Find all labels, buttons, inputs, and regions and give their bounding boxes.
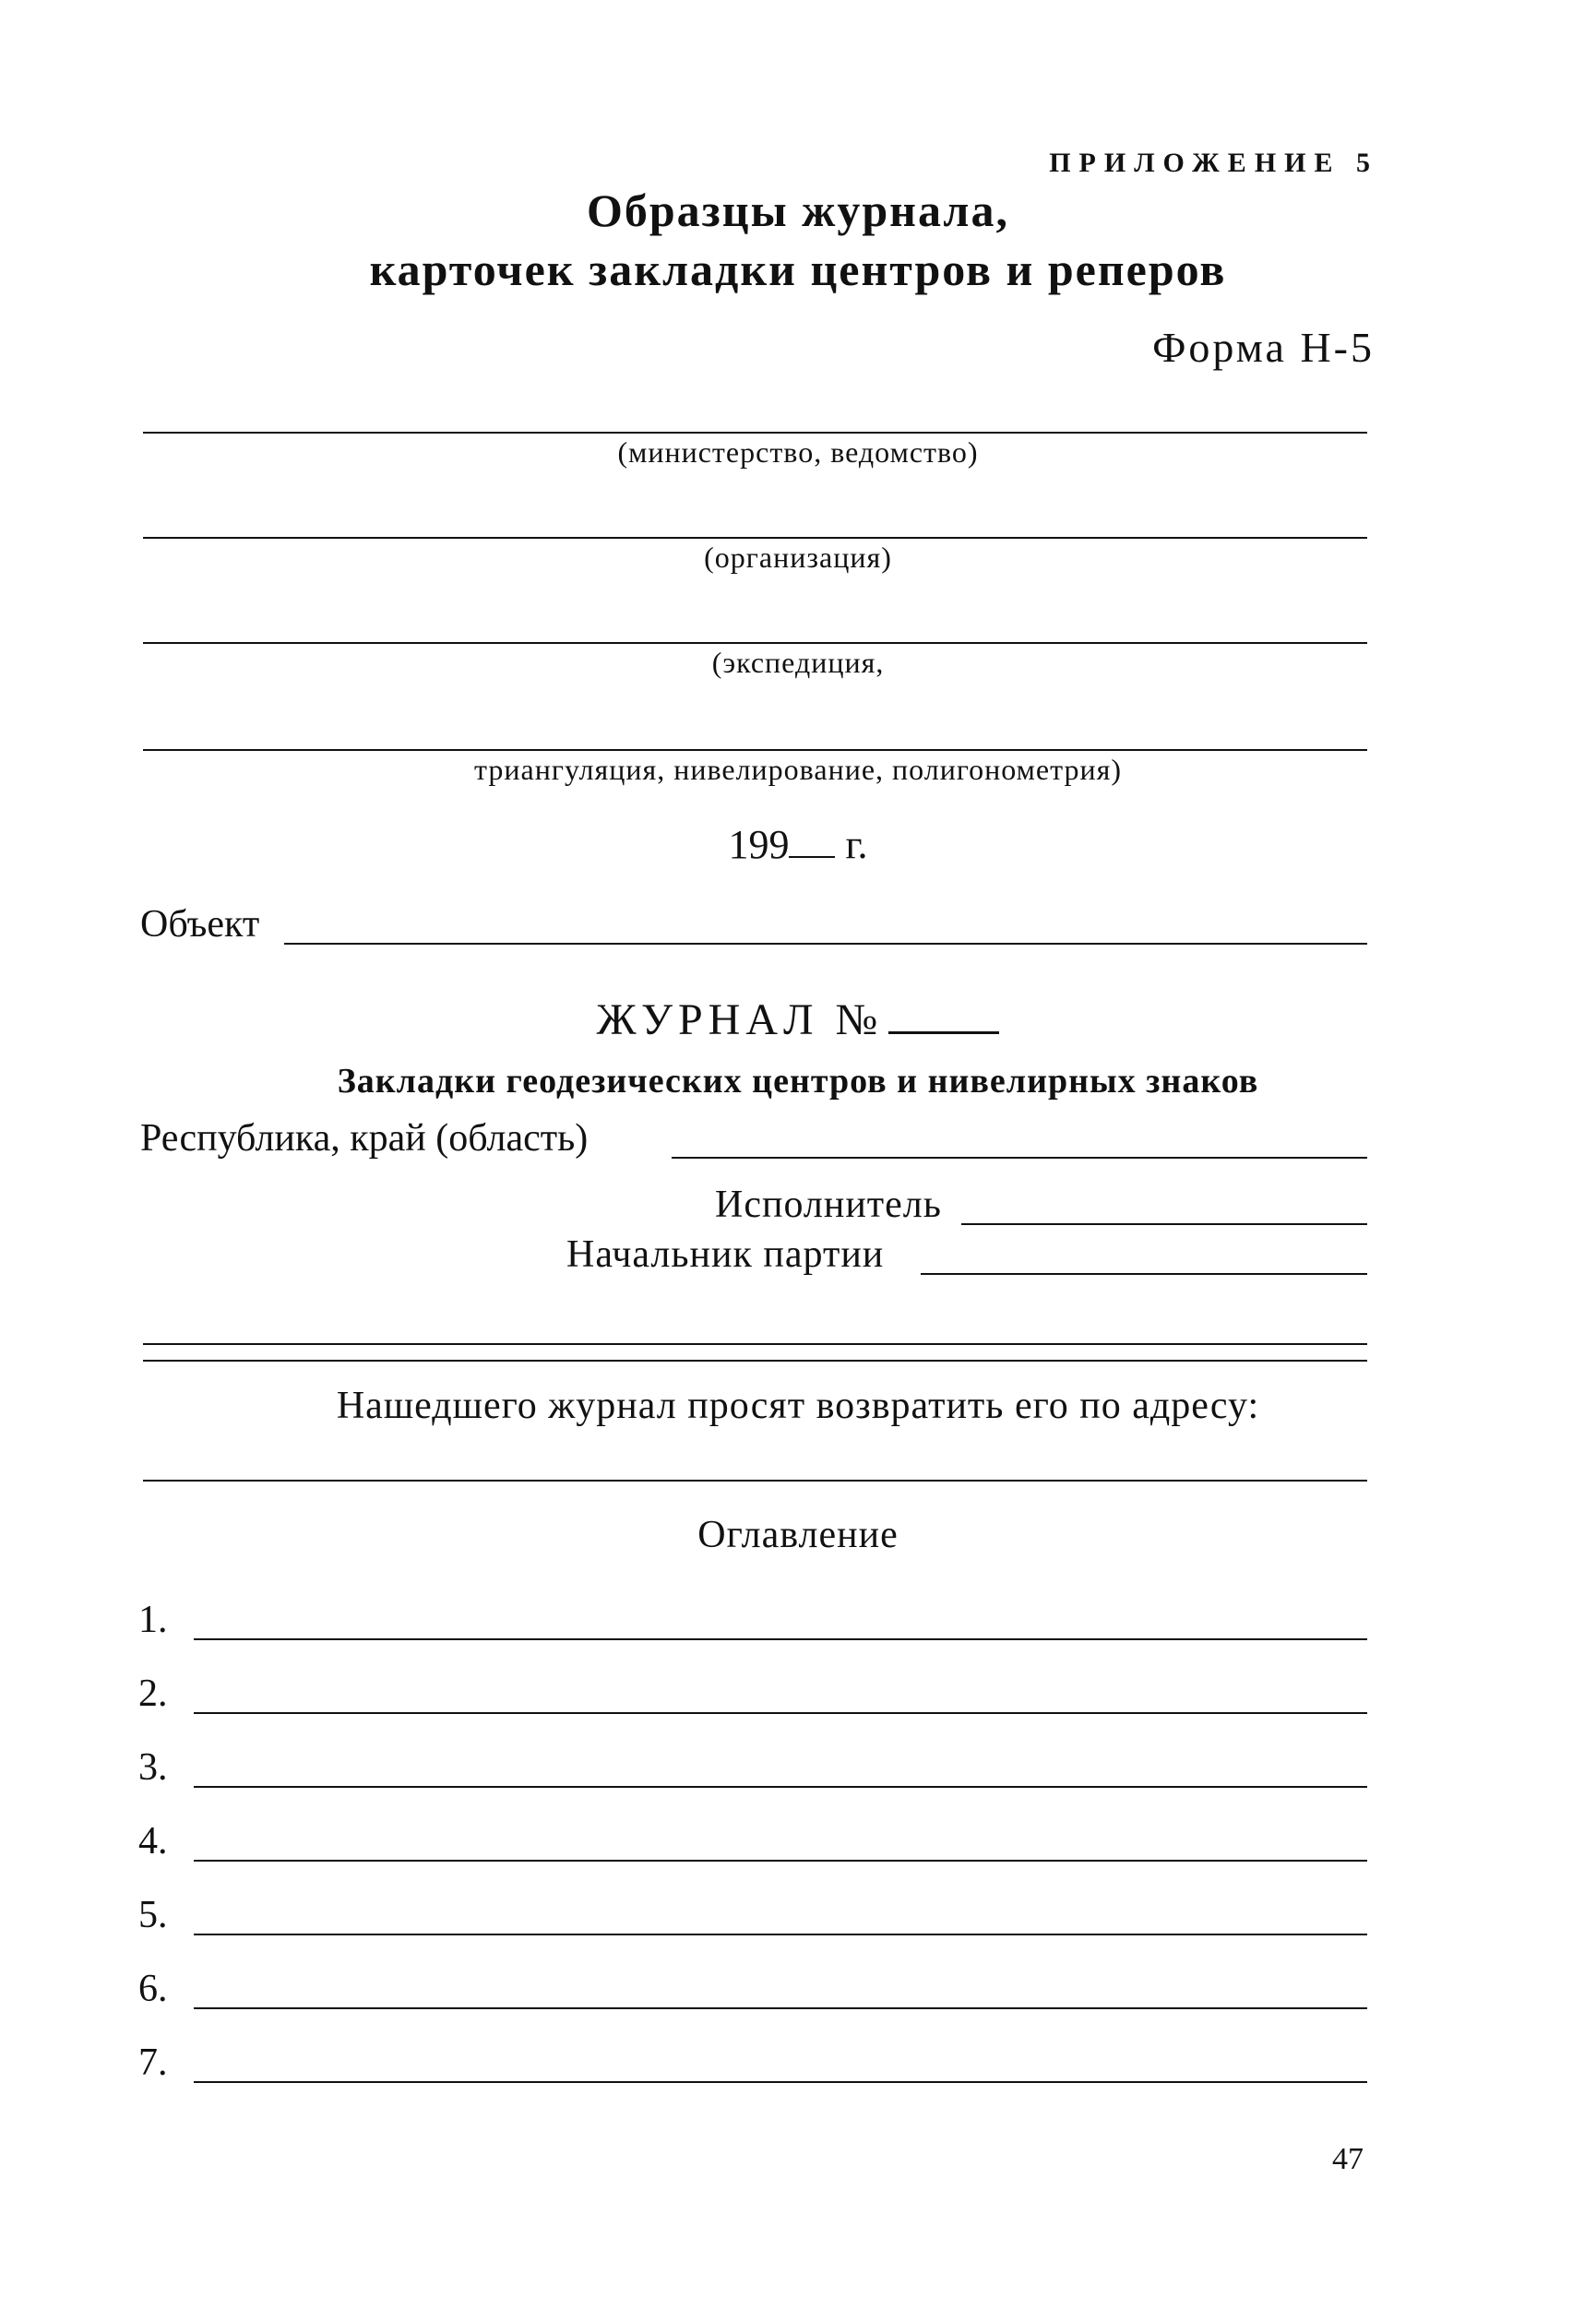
address-field-line[interactable]	[143, 1480, 1367, 1482]
work-type-field-line[interactable]	[143, 749, 1367, 751]
toc-item-line[interactable]	[194, 2081, 1367, 2083]
executor-label: Исполнитель	[715, 1184, 942, 1226]
region-label: Республика, край (область)	[140, 1117, 589, 1160]
toc-item-number: 2.	[138, 1672, 168, 1715]
chief-field-line[interactable]	[921, 1273, 1367, 1275]
year-field	[0, 821, 1596, 868]
appendix-label: ПРИЛОЖЕНИЕ 5	[1049, 148, 1378, 178]
title-line-1: Образцы журнала,	[586, 184, 1009, 236]
toc-item-line[interactable]	[194, 2007, 1367, 2009]
region-field-line[interactable]	[672, 1157, 1367, 1159]
ministry-caption: (министерство, ведомство)	[617, 435, 979, 469]
divider-line-2	[143, 1360, 1367, 1362]
journal-number-blank[interactable]	[888, 994, 999, 1034]
object-field-line[interactable]	[284, 943, 1367, 945]
toc-item-number: 7.	[138, 2041, 168, 2084]
chief-label: Начальник партии	[566, 1233, 885, 1276]
journal-title-text: ЖУРНАЛ №	[596, 995, 884, 1044]
organization-field-line[interactable]	[143, 537, 1367, 539]
toc-item-line[interactable]	[194, 1638, 1367, 1640]
page-number: 47	[1332, 2142, 1364, 2176]
ministry-field-line[interactable]	[143, 432, 1367, 434]
expedition-caption: (экспедиция,	[711, 646, 885, 679]
toc-item-number: 1.	[138, 1599, 168, 1641]
year-prefix: 199	[728, 822, 790, 867]
journal-title	[0, 994, 1596, 1045]
title-line-2: карточек закладки центров и реперов	[369, 244, 1227, 295]
toc-item-number: 4.	[138, 1820, 168, 1863]
journal-subtitle: Закладки геодезических центров и нивелирных знаков	[337, 1062, 1259, 1101]
form-code: Форма Н-5	[1152, 324, 1375, 371]
year-blank[interactable]	[789, 825, 835, 858]
toc-item-line[interactable]	[194, 1934, 1367, 1935]
toc-item-number: 6.	[138, 1968, 168, 2010]
toc-item-line[interactable]	[194, 1860, 1367, 1862]
year-suffix: г.	[845, 822, 868, 867]
toc-item-line[interactable]	[194, 1786, 1367, 1788]
divider-line-1	[143, 1343, 1367, 1345]
toc-item-number: 5.	[138, 1894, 168, 1936]
organization-caption: (организация)	[704, 541, 892, 574]
executor-field-line[interactable]	[961, 1223, 1367, 1225]
work-type-caption: триангуляция, нивелирование, полигонометрия)	[474, 753, 1122, 786]
object-label: Объект	[140, 903, 260, 946]
toc-item-line[interactable]	[194, 1712, 1367, 1714]
page-title	[0, 181, 1596, 299]
return-notice: Нашедшего журнал просят возвратить его по адресу:	[336, 1385, 1260, 1427]
toc-title: Оглавление	[697, 1514, 899, 1556]
toc-item-number: 3.	[138, 1746, 168, 1789]
expedition-field-line[interactable]	[143, 642, 1367, 644]
